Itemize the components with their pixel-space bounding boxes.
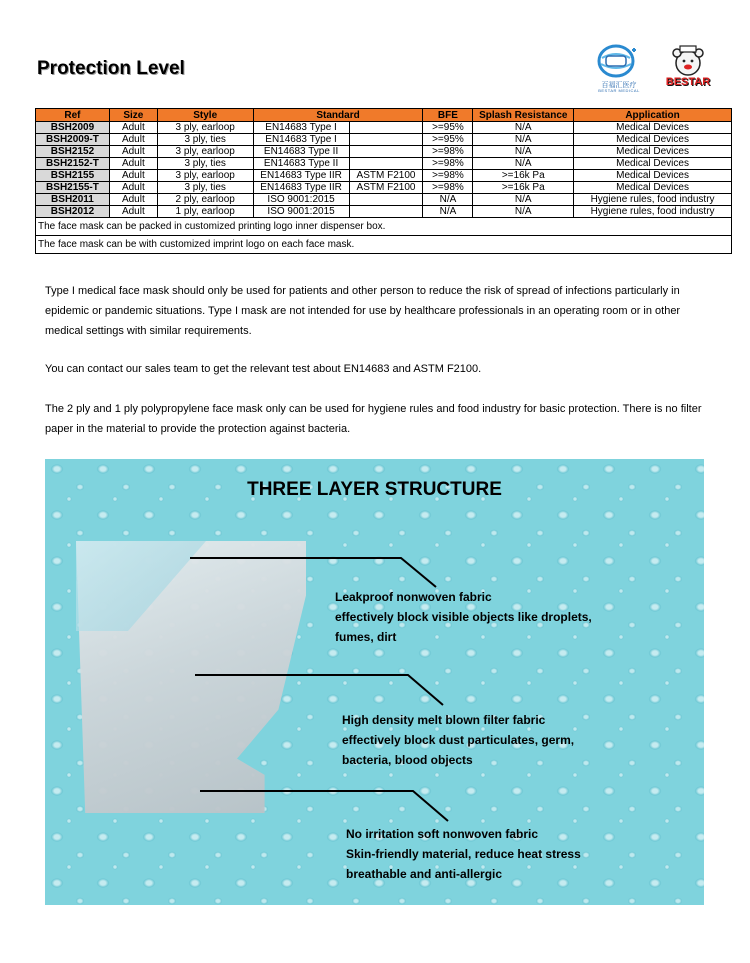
note-text: The face mask can be packed in customized printing logo inner dispenser box. [36,218,732,236]
table-row [36,146,732,158]
note-row [36,236,732,254]
row-size: Adult [109,206,157,218]
row-ref: BSH2009-T [36,134,110,146]
row-bfe: >=98% [423,146,473,158]
callout-line-middle [195,675,443,705]
row-style: 3 ply, earloop [157,122,253,134]
row-ref: BSH2155-T [36,182,110,194]
row-standard-2 [349,134,423,146]
row-style: 1 ply, earloop [157,206,253,218]
row-standard-2 [349,206,423,218]
row-application: Hygiene rules, food industry [574,206,732,218]
row-standard: EN14683 Type I [253,122,349,134]
layer-middle-desc: effectively block dust particulates, germ, [342,733,575,747]
row-standard-2 [349,194,423,206]
row-standard-2 [349,158,423,170]
row-ref: BSH2011 [36,194,110,206]
header-bfe: BFE [423,109,473,122]
row-ref: BSH2155 [36,170,110,182]
row-style: 3 ply, ties [157,182,253,194]
row-bfe: >=95% [423,134,473,146]
bear-mascot-icon [660,43,716,77]
layer-outer-label [335,587,592,647]
row-splash-resistance: >=16k Pa [473,182,574,194]
header-ref: Ref [36,109,110,122]
row-size: Adult [109,194,157,206]
layer-middle-label [342,710,574,770]
row-style: 2 ply, earloop [157,194,253,206]
callout-line-inner [200,791,448,821]
layer-middle-desc: bacteria, blood objects [342,753,473,767]
note-row [36,218,732,236]
row-size: Adult [109,182,157,194]
layer-outer-title: Leakproof nonwoven fabric [335,590,492,604]
header-standard: Standard [253,109,423,122]
layer-inner-title: No irritation soft nonwoven fabric [346,827,539,841]
row-ref: BSH2012 [36,206,110,218]
row-size: Adult [109,146,157,158]
row-application: Medical Devices [574,182,732,194]
layer-inner-desc: breathable and anti-allergic [346,867,503,881]
row-bfe: >=98% [423,182,473,194]
row-standard-2 [349,122,423,134]
table-row [36,134,732,146]
note-text: The face mask can be with customized imprint logo on each face mask. [36,236,732,254]
paragraph-contact: You can contact our sales team to get the relevant test about EN14683 and ASTM F2100. [45,363,482,375]
row-splash-resistance: N/A [473,158,574,170]
globe-mask-icon [588,44,650,80]
row-style: 3 ply, ties [157,134,253,146]
row-style: 3 ply, ties [157,158,253,170]
row-splash-resistance: N/A [473,122,574,134]
table-header-row [36,109,732,122]
row-standard: EN14683 Type IIR [253,170,349,182]
table-row [36,182,732,194]
bestar-mascot-logo [660,43,716,93]
paragraph-type-i: Type I medical face mask should only be used for patients and other person to reduce the risk of spread of infections particularly in epidemic or pandemic situations. Type I mask are not intended for use by healthcare professionals in an operating room or in other medical settings with similar requirements. [45,285,681,337]
header-application: Application [574,109,732,122]
row-splash-resistance: >=16k Pa [473,170,574,182]
row-standard: EN14683 Type II [253,146,349,158]
row-application: Medical Devices [574,122,732,134]
structure-title: THREE LAYER STRUCTURE [247,479,502,500]
paragraph-2ply-1ply: The 2 ply and 1 ply polypropylene face mask only can be used for hygiene rules and food industry for basic protection. There is no filter paper in the material to provide the protection against bacteria. [45,403,702,435]
row-application: Medical Devices [574,146,732,158]
row-standard: EN14683 Type II [253,158,349,170]
layer-inner-desc: Skin-friendly material, reduce heat stress [346,847,581,861]
table-row [36,206,732,218]
row-ref: BSH2152 [36,146,110,158]
logo-left-text: 百福汇医疗 [601,82,637,89]
row-application: Hygiene rules, food industry [574,194,732,206]
row-standard: EN14683 Type I [253,134,349,146]
three-layer-structure-panel [45,459,704,905]
row-splash-resistance: N/A [473,134,574,146]
row-style: 3 ply, earloop [157,170,253,182]
row-application: Medical Devices [574,134,732,146]
row-ref: BSH2152-T [36,158,110,170]
bestar-medical-logo [588,44,650,94]
header-splash-resistance: Splash Resistance [473,109,574,122]
protection-level-table [35,108,732,254]
row-splash-resistance: N/A [473,206,574,218]
layer-middle-title: High density melt blown filter fabric [342,713,546,727]
layer-outer-desc: effectively block visible objects like droplets, [335,610,592,624]
row-bfe: >=95% [423,122,473,134]
row-ref: BSH2009 [36,122,110,134]
row-standard-2 [349,146,423,158]
table-row [36,194,732,206]
header-style: Style [157,109,253,122]
layer-outer-desc: fumes, dirt [335,630,397,644]
row-standard: ISO 9001:2015 [253,206,349,218]
row-bfe: N/A [423,194,473,206]
row-standard-2: ASTM F2100 [349,170,423,182]
row-style: 3 ply, earloop [157,146,253,158]
row-bfe: >=98% [423,158,473,170]
logo-left-sub: BESTAR MEDICAL [598,88,640,93]
header-size: Size [109,109,157,122]
row-size: Adult [109,158,157,170]
row-application: Medical Devices [574,170,732,182]
row-size: Adult [109,122,157,134]
row-splash-resistance: N/A [473,146,574,158]
row-splash-resistance: N/A [473,194,574,206]
row-standard: ISO 9001:2015 [253,194,349,206]
row-size: Adult [109,134,157,146]
logo-right-text: BESTAR [665,76,711,88]
row-size: Adult [109,170,157,182]
layer-inner-label [346,824,581,884]
table-row [36,158,732,170]
table-row [36,122,732,134]
row-application: Medical Devices [574,158,732,170]
row-bfe: >=98% [423,170,473,182]
page-title: Protection Level [37,58,185,79]
row-bfe: N/A [423,206,473,218]
row-standard-2: ASTM F2100 [349,182,423,194]
table-row [36,170,732,182]
row-standard: EN14683 Type IIR [253,182,349,194]
callout-line-outer [190,558,436,587]
